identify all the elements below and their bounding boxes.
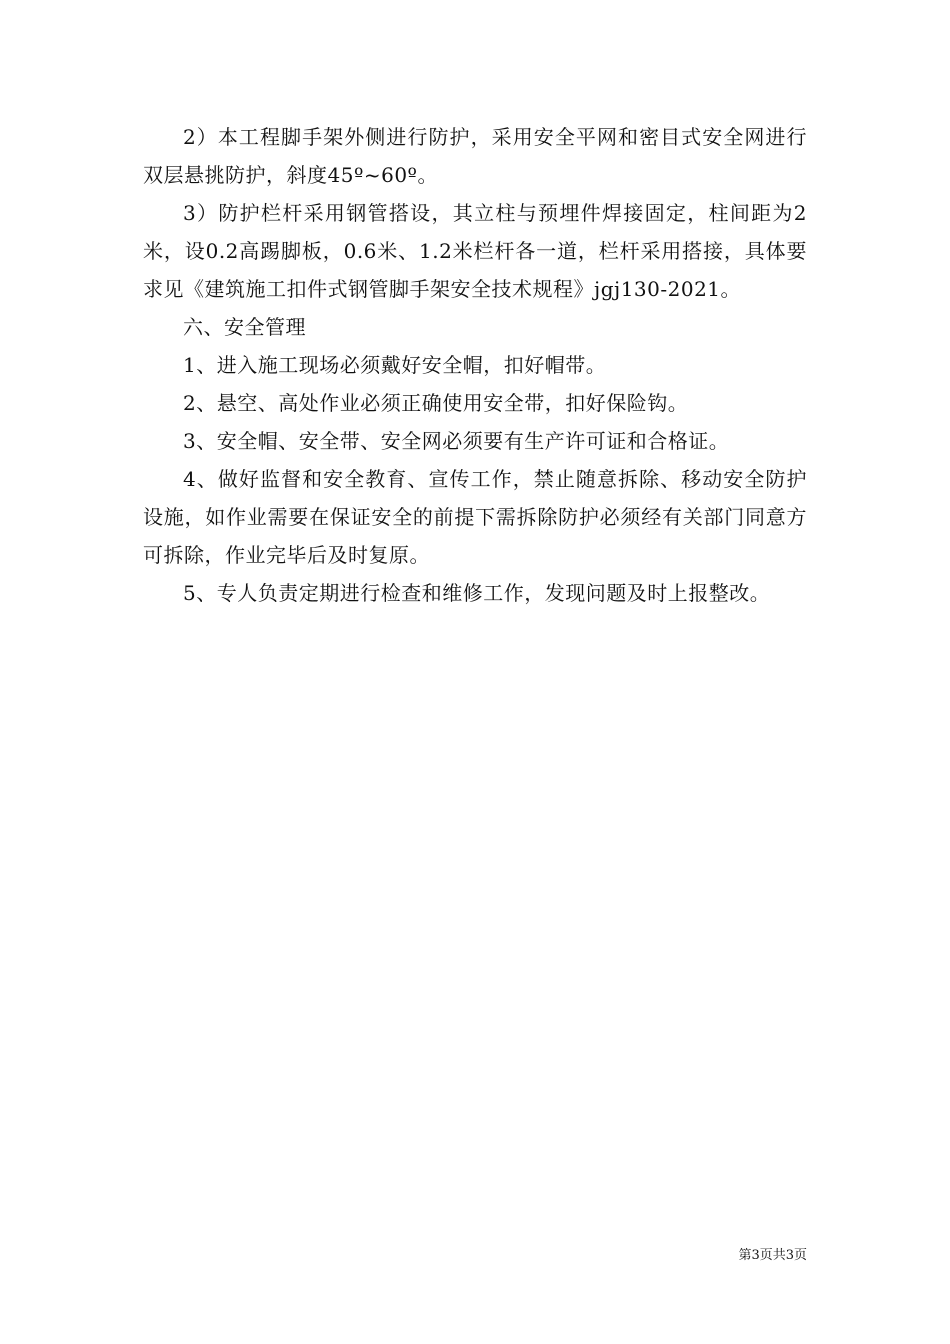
paragraph-safety-belt: 2、悬空、高处作业必须正确使用安全带，扣好保险钩。 [183,391,689,415]
paragraph-safety-helmet: 1、进入施工现场必须戴好安全帽，扣好帽带。 [183,353,607,377]
page-number: 第3页共3页 [738,1248,807,1263]
document-body [143,118,807,612]
paragraph-scaffold-protection: 2）本工程脚手架外侧进行防护，采用安全平网和密目式安全网进行双层悬挑防护，斜度45º~60º。 [143,125,807,187]
paragraph-guardrail: 3）防护栏杆采用钢管搭设，其立柱与预埋件焊接固定，柱间距为2米，设0.2高踢脚板，0.6米、1.2米栏杆各一道，栏杆采用搭接，具体要求见《建筑施工扣件式钢管脚手架安全技术规程》jgj130-2021。 [143,201,807,301]
paragraph-supervision: 4、做好监督和安全教育、宣传工作，禁止随意拆除、移动安全防护设施，如作业需要在保证安全的前提下需拆除防护必须经有关部门同意方可拆除，作业完毕后及时复原。 [143,467,807,567]
paragraph-certificates: 3、安全帽、安全带、安全网必须要有生产许可证和合格证。 [183,429,730,453]
paragraph-inspection: 5、专人负责定期进行检查和维修工作，发现问题及时上报整改。 [183,581,771,605]
section-heading-safety-management: 六、安全管理 [183,315,306,339]
